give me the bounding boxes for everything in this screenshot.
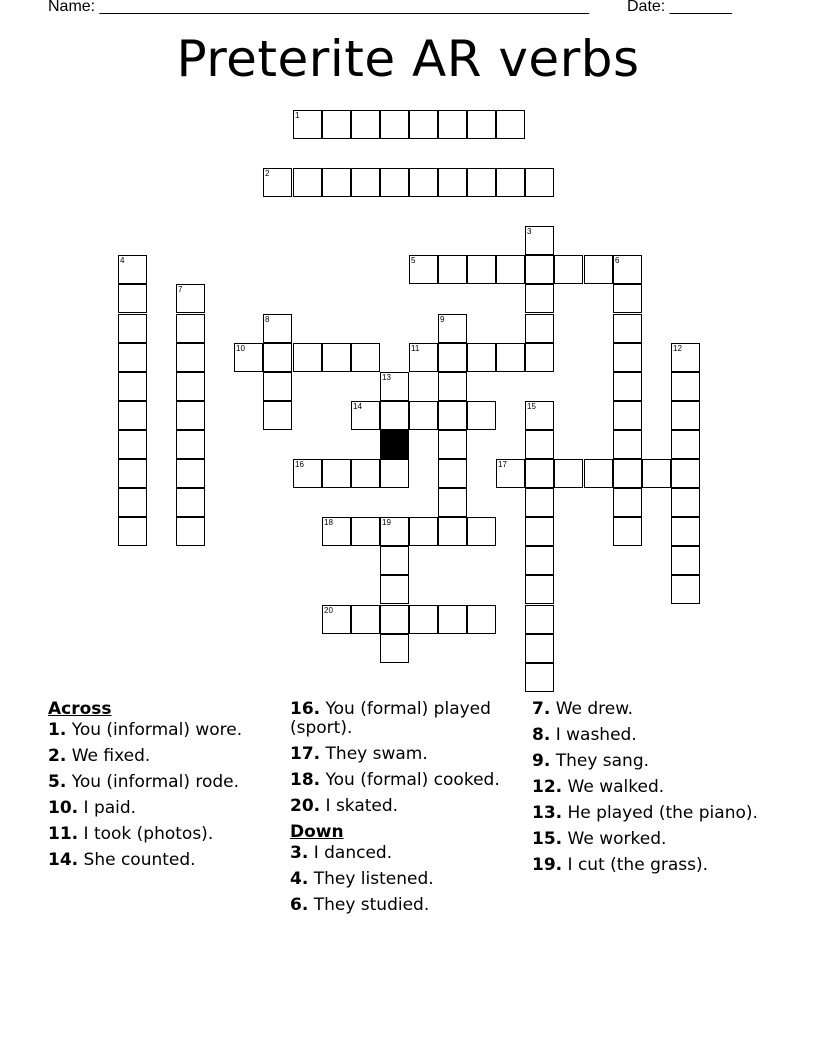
clue [532,700,772,719]
clue-number: 18 [324,518,333,527]
grid-cell[interactable] [176,430,205,459]
clue-number-label: 3. [290,843,309,863]
grid-cell[interactable] [380,372,409,401]
grid-cell[interactable] [351,517,380,546]
grid-cell[interactable] [438,255,467,284]
clues-column-3 [532,700,772,882]
clue-number-label: 10. [48,798,79,818]
grid-cell[interactable] [525,459,554,488]
grid-cell[interactable] [118,488,147,517]
across-clue-list-continued [290,700,515,816]
clue-number: 15 [527,402,536,411]
grid-cell[interactable] [467,343,496,372]
clue-number-label: 4. [290,869,309,889]
clue [532,856,772,875]
grid-cell[interactable] [496,459,525,488]
clue [532,804,772,823]
grid-cell[interactable] [176,459,205,488]
clue [532,778,772,797]
grid-cell[interactable] [380,575,409,604]
grid-cell[interactable] [118,430,147,459]
clue [290,896,515,915]
across-clue-list [48,721,273,870]
clue-number: 19 [382,518,391,527]
grid-cell[interactable] [118,314,147,343]
grid-cell[interactable] [176,401,205,430]
grid-cell[interactable] [409,343,438,372]
grid-cell[interactable] [409,110,438,139]
down-heading: Down [290,822,344,842]
grid-cell[interactable] [293,459,322,488]
name-line: _______________________________________________________ [99,0,589,15]
grid-cell[interactable] [671,488,700,517]
grid-cell[interactable] [351,343,380,372]
clue-text: She counted. [78,850,196,870]
grid-cell[interactable] [438,372,467,401]
grid-cell[interactable] [613,430,642,459]
grid-cell[interactable] [263,168,292,197]
grid-cell[interactable] [176,517,205,546]
grid-cell[interactable] [584,255,613,284]
clue [290,745,515,764]
grid-cell[interactable] [467,401,496,430]
grid-cell[interactable] [496,168,525,197]
grid-cell[interactable] [176,488,205,517]
clue-number: 12 [673,344,682,353]
date-line: _______ [669,0,732,15]
grid-cell[interactable] [554,459,583,488]
grid-cell[interactable] [322,168,351,197]
clue-text: They studied. [308,895,430,915]
clue-text: I danced. [308,843,393,863]
grid-cell[interactable] [322,605,351,634]
grid-cell[interactable] [380,517,409,546]
clue-number-label: 13. [532,803,563,823]
grid-cell[interactable] [380,634,409,663]
page-title: Preterite AR verbs [176,30,640,88]
grid-cell[interactable] [118,284,147,313]
clue-text: I cut (the grass). [562,855,709,875]
grid-cell[interactable] [613,255,642,284]
clue-text: They listened. [308,869,434,889]
across-heading: Across [48,699,112,719]
grid-cell[interactable] [351,110,380,139]
grid-cell[interactable] [613,372,642,401]
clue-text: We drew. [550,699,633,719]
clue-text: You (formal) cooked. [320,770,500,790]
grid-cell[interactable] [409,517,438,546]
grid-cell[interactable] [438,314,467,343]
grid-cell[interactable] [525,488,554,517]
grid-cell[interactable] [671,430,700,459]
grid-cell[interactable] [438,343,467,372]
grid-cell[interactable] [234,343,263,372]
clue-number: 9 [440,315,445,324]
grid-cell[interactable] [584,459,613,488]
clue [532,726,772,745]
clue-number: 3 [527,227,532,236]
grid-cell[interactable] [467,110,496,139]
grid-cell[interactable] [380,605,409,634]
clue [48,721,273,740]
grid-cell[interactable] [671,517,700,546]
grid-cell[interactable] [118,255,147,284]
clue-number: 5 [411,256,416,265]
grid-cell[interactable] [613,517,642,546]
date-label: Date: [627,0,666,15]
grid-cell[interactable] [525,314,554,343]
grid-cell[interactable] [525,575,554,604]
grid-cell[interactable] [554,255,583,284]
grid-cell[interactable] [438,168,467,197]
grid-cell[interactable] [671,546,700,575]
grid-cell[interactable] [409,605,438,634]
clue [48,747,273,766]
grid-cell[interactable] [613,343,642,372]
grid-cell[interactable] [438,459,467,488]
grid-cell[interactable] [467,605,496,634]
clue [48,773,273,792]
clue-text: We worked. [562,829,667,849]
grid-cell[interactable] [176,284,205,313]
clue-text: They swam. [320,744,428,764]
grid-cell[interactable] [118,343,147,372]
clue [532,830,772,849]
clue-number: 20 [324,606,333,615]
black-cell [380,430,409,459]
grid-cell[interactable] [380,168,409,197]
grid-cell[interactable] [438,517,467,546]
grid-cell[interactable] [671,372,700,401]
grid-cell[interactable] [118,372,147,401]
clue-number-label: 5. [48,772,67,792]
grid-cell[interactable] [118,401,147,430]
grid-cell[interactable] [438,110,467,139]
clue-text: I skated. [320,796,399,816]
clue-text: We walked. [562,777,665,797]
clue-number-label: 11. [48,824,79,844]
grid-cell[interactable] [496,255,525,284]
grid-cell[interactable] [438,430,467,459]
grid-cell[interactable] [293,168,322,197]
grid-cell[interactable] [293,343,322,372]
grid-cell[interactable] [467,517,496,546]
grid-cell[interactable] [322,517,351,546]
clue-number-label: 17. [290,744,321,764]
clue [48,799,273,818]
clue-number: 13 [382,373,391,382]
grid-cell[interactable] [467,168,496,197]
grid-cell[interactable] [467,255,496,284]
grid-cell[interactable] [671,343,700,372]
grid-cell[interactable] [118,459,147,488]
clue-number-label: 1. [48,720,67,740]
grid-cell[interactable] [263,372,292,401]
grid-cell[interactable] [438,401,467,430]
grid-cell[interactable] [613,314,642,343]
grid-cell[interactable] [525,343,554,372]
clue-text: They sang. [550,751,650,771]
grid-cell[interactable] [525,517,554,546]
grid-cell[interactable] [525,226,554,255]
grid-cell[interactable] [293,110,322,139]
clue-number: 6 [615,256,620,265]
grid-cell[interactable] [613,284,642,313]
grid-cell[interactable] [322,343,351,372]
name-label: Name: [48,0,96,15]
grid-cell[interactable] [263,343,292,372]
clue-text: I took (photos). [78,824,214,844]
grid-cell[interactable] [351,401,380,430]
grid-cell[interactable] [351,605,380,634]
grid-cell[interactable] [409,401,438,430]
clue-number-label: 2. [48,746,67,766]
grid-cell[interactable] [613,401,642,430]
grid-cell[interactable] [525,430,554,459]
grid-cell[interactable] [263,401,292,430]
clue [290,797,515,816]
clue-number-label: 20. [290,796,321,816]
clue [290,844,515,863]
clue [290,870,515,889]
grid-cell[interactable] [525,168,554,197]
clue-number-label: 7. [532,699,551,719]
grid-cell[interactable] [613,488,642,517]
grid-cell[interactable] [525,284,554,313]
grid-cell[interactable] [118,517,147,546]
clue-text: He played (the piano). [562,803,758,823]
clue-text: We fixed. [66,746,151,766]
clue-text: You (informal) rode. [66,772,240,792]
grid-cell[interactable] [351,168,380,197]
grid-cell[interactable] [496,343,525,372]
grid-cell[interactable] [525,401,554,430]
grid-cell[interactable] [525,546,554,575]
grid-cell[interactable] [380,459,409,488]
clue-number: 2 [265,169,270,178]
grid-cell[interactable] [380,546,409,575]
down-clue-list-continued [532,700,772,875]
clue-number-label: 18. [290,770,321,790]
clue [48,851,273,870]
clue-text: I paid. [78,798,137,818]
clue [48,825,273,844]
clue-number-label: 19. [532,855,563,875]
grid-cell[interactable] [525,663,554,692]
clue-number-label: 9. [532,751,551,771]
grid-cell[interactable] [496,110,525,139]
clue-number: 16 [295,460,304,469]
grid-cell[interactable] [671,459,700,488]
clue-number: 8 [265,315,270,324]
clue-number-label: 12. [532,777,563,797]
clues-column-1 [48,700,273,877]
clue [290,700,515,738]
grid-cell[interactable] [438,488,467,517]
clue-number: 14 [353,402,362,411]
grid-cell[interactable] [322,459,351,488]
clue-number: 11 [411,344,420,353]
clue-number-label: 6. [290,895,309,915]
clue [532,752,772,771]
grid-cell[interactable] [176,343,205,372]
grid-cell[interactable] [525,255,554,284]
clues-column-2 [290,700,515,922]
grid-cell[interactable] [438,605,467,634]
clue-number-label: 15. [532,829,563,849]
clue-number: 1 [295,111,300,120]
grid-cell[interactable] [525,605,554,634]
clue-text: You (informal) wore. [66,720,243,740]
grid-cell[interactable] [176,372,205,401]
down-clue-list [290,844,515,915]
grid-cell[interactable] [613,459,642,488]
grid-cell[interactable] [322,110,351,139]
clue-number: 17 [498,460,507,469]
clue-number-label: 8. [532,725,551,745]
clue-number: 4 [120,256,125,265]
clue [290,771,515,790]
grid-cell[interactable] [176,314,205,343]
grid-cell[interactable] [671,401,700,430]
grid-cell[interactable] [263,314,292,343]
grid-cell[interactable] [409,255,438,284]
grid-cell[interactable] [380,110,409,139]
clue-number-label: 14. [48,850,79,870]
clue-number-label: 16. [290,699,321,719]
grid-cell[interactable] [525,634,554,663]
grid-cell[interactable] [409,168,438,197]
clue-text: I washed. [550,725,637,745]
clue-number: 10 [236,344,245,353]
clue-number: 7 [178,285,183,294]
grid-cell[interactable] [671,575,700,604]
grid-cell[interactable] [380,401,409,430]
grid-cell[interactable] [642,459,671,488]
clue-text: You (formal) played (sport). [290,699,491,738]
grid-cell[interactable] [351,459,380,488]
